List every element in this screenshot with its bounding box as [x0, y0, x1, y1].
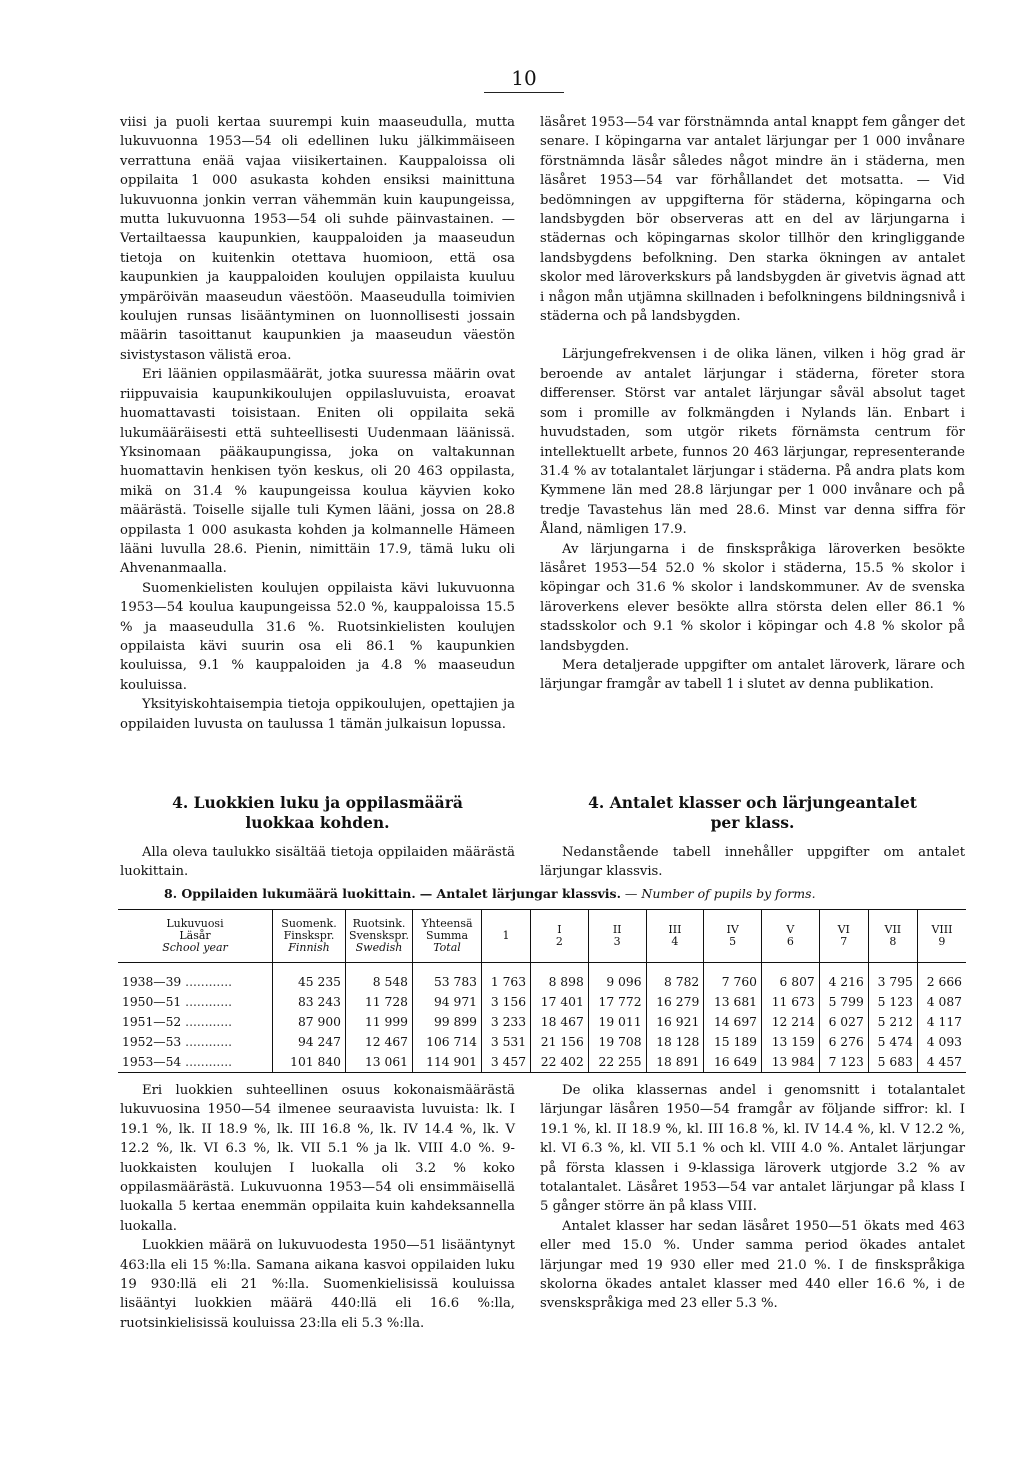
header-form-VI: VI 7 — [819, 910, 868, 963]
swedish-text-top — [540, 113, 965, 695]
table-cell: 13 984 — [762, 1052, 820, 1073]
section-intro-swedish: Nedanstående tabell innehåller uppgifter om antalet lärjungar klassvis. — [540, 845, 965, 880]
table-row — [118, 963, 966, 993]
table-cell: 17 772 — [588, 992, 646, 1012]
pupils-by-form-table — [118, 909, 966, 1073]
table-row — [118, 1012, 966, 1032]
table-cell: 14 697 — [704, 1012, 762, 1032]
table-cell: 17 401 — [531, 992, 589, 1012]
table-cell: 53 783 — [413, 963, 482, 993]
header-form-V: V 6 — [762, 910, 820, 963]
section-heading-finnish — [120, 793, 515, 833]
table-title-finnish: 8. Oppilaiden lukumäärä luokittain. — [164, 886, 416, 901]
table-cell: 16 921 — [646, 1012, 704, 1032]
table-cell: 106 714 — [413, 1032, 482, 1052]
table-cell: 5 123 — [868, 992, 917, 1012]
table-cell: 4 457 — [917, 1052, 966, 1073]
table-cell-year: 1951—52 ............ — [122, 1015, 233, 1029]
table-cell: 16 649 — [704, 1052, 762, 1073]
section-heading-line: per klass. — [710, 813, 795, 832]
table-cell: 6 807 — [762, 963, 820, 993]
paragraph: Suomenkielisten koulujen oppilaista kävi lukuvuonna 1953—54 koulua kaupungeissa 52.0 %, kauppaloissa 15.5 % ja maaseudulla 31.6 %. Ruotsinkielisten koulujen oppilaista kävi suurin osa eli 86.1 % kaupunkien kouluissa, 9.1 % kauppaloiden ja 4.8 % maaseudun kouluissa. — [120, 580, 515, 693]
paragraph: Av lärjungarna i de finskspråkiga läroverken besökte läsåret 1953—54 52.0 % skolor i städerna, 15.5 % skolor i köpingar och 31.6 % skolor i landskommuner. Av de svenska läroverkens elever besökte allra största delen eller 86.1 % stadsskolor och 9.1 % skolor i köpingar och 4.8 % skolor på landsbygden. — [540, 541, 965, 654]
table-cell: 114 901 — [413, 1052, 482, 1073]
section-heading-swedish — [540, 793, 965, 833]
table-cell-year: 1952—53 ............ — [122, 1035, 233, 1049]
table-cell: 12 467 — [346, 1032, 413, 1052]
table-cell: 8 782 — [646, 963, 704, 993]
table-cell: 18 128 — [646, 1032, 704, 1052]
paragraph: viisi ja puoli kertaa suurempi kuin maaseudulla, mutta lukuvuonna 1953—54 oli edellinen luku jälkimmäiseen verrattuna enää vajaa viisikertainen. Kauppaloissa oli oppilaita 1 000 asukasta kohden ensiksi mainittuna lukuvuonna jonkin verran vähemmän kuin kaupungeissa, mutta lukuvuonna 1953—54 oli suhde päinvastainen. — Vertailtaessa kaupunkien, kauppaloiden ja maaseudun tietoja on kuitenkin otettava huomioon, että osa kaupunkien ja kauppaloiden koulujen oppilaista kuuluu ympäröivän maaseudun väestöön. Maaseudulla toimivien koulujen runsas lisääntyminen on luonnollisesti jossain määrin tasoittanut kaupunkien ja maaseudun väestön sivistystason välistä eroa. — [120, 115, 515, 363]
table-cell: 5 474 — [868, 1032, 917, 1052]
paragraph: Eri läänien oppilasmäärät, jotka suuressa määrin ovat riippuvaisia kaupunkikoulujen oppilasluvuista, eroavat huomattavasti toisistaan. Eniten oli oppilaita sekä lukumääräisesti että suhteellisesti Uudenmaan läänissä. Yksinomaan pääkaupungissa, joka on valtakunnan huomattavin henkisen työn keskus, oli 20 463 oppilasta, mikä on 31.4 % kaupungeissa koulua käyvien koko määrästä. Toiselle sijalle tuli Kymen lääni, jossa on 28.8 oppilasta 1 000 asukasta kohden ja kolmannelle Hämeen lääni luvulla 28.6. Pienin, nimittäin 17.9, tämä luku oli Ahvenanmaalla. — [120, 367, 515, 577]
page-number: 10 — [511, 66, 537, 90]
table-cell: 22 255 — [588, 1052, 646, 1073]
paragraph: läsåret 1953—54 var förstnämnda antal knappt fem gånger det senare. I köpingarna var antalet lärjungar per 1 000 invånare förstnämnda läsår således något mindre än i städerna, men läsåret 1953—54 var förhållandet det motsatta. — Vid bedömningen av uppgifterna för städerna, köpingarna och landsbygden bör observeras att en del av lärjungarna i städernas och köpingarnas skolor tillhör den kringliggande landsbygdens befolkning. Den starka ökningen av antalet skolor med läroverkskurs på landsbygden är givetvis ägnad att i någon mån utjämna skillnaden i befolkningens bildningsnivå i städerna och på landsbygden. — [540, 115, 965, 325]
table-cell: 16 279 — [646, 992, 704, 1012]
table-cell: 13 061 — [346, 1052, 413, 1073]
table-cell: 13 681 — [704, 992, 762, 1012]
table-cell: 8 548 — [346, 963, 413, 993]
table-cell: 21 156 — [531, 1032, 589, 1052]
paragraph: Eri luokkien suhteellinen osuus kokonaismäärästä lukuvuosina 1950—54 ilmenee seuraavista luvuista: lk. I 19.1 %, lk. II 18.9 %, lk. III 16.8 %, lk. IV 14.4 %, lk. V 12.2 %, lk. VI 6.3 %, lk. VII 5.1 % ja lk. VIII 4.0 %. 9-luokkaisten koulujen I luokalla oli 3.2 % koko oppilasmäärästä. Lukuvuonna 1953—54 oli ensimmäisellä luokalla 5 kertaa enemmän oppilaita kuin kahdeksannella luokalla. — [120, 1083, 515, 1234]
table-row — [118, 1032, 966, 1052]
table-cell: 5 683 — [868, 1052, 917, 1073]
table-cell: 4 216 — [819, 963, 868, 993]
table-cell: 11 999 — [346, 1012, 413, 1032]
table-cell: 12 214 — [762, 1012, 820, 1032]
table-cell: 15 189 — [704, 1032, 762, 1052]
table-cell: 45 235 — [273, 963, 346, 993]
table-cell-year: 1953—54 ............ — [118, 1052, 273, 1073]
table-row — [118, 992, 966, 1012]
table-cell: 18 467 — [531, 1012, 589, 1032]
table-cell: 5 799 — [819, 992, 868, 1012]
section-heading-line: luokkaa kohden. — [245, 813, 390, 832]
table-cell: 3 156 — [482, 992, 531, 1012]
header-form-VII: VII 8 — [868, 910, 917, 963]
table-cell-year: 1938—39 ............ — [122, 975, 233, 989]
table-cell: 11 673 — [762, 992, 820, 1012]
table-cell: 11 728 — [346, 992, 413, 1012]
paragraph: Lärjungefrekvensen i de olika länen, vilken i hög grad är beroende av antalet lärjungar i städerna, företer stora differenser. Störst var antalet lärjungar såväl absolut taget som i promille av folkmängden i Nylands län. Enbart i huvudstaden, som utgör rikets förnämsta centrum för intellektuellt arbete, funnos 20 463 lärjungar, representerande 31.4 % av totalantalet lärjungar i städerna. På andra plats kom Kymmene län med 28.8 lärjungar per 1 000 invånare och på tredje Tavastehus län med 28.6. Minst var denna siffra för Åland, nämligen 17.9. — [540, 347, 965, 538]
finnish-text-top — [120, 113, 515, 734]
paragraph: De olika klassernas andel i genomsnitt i totalantalet lärjungar läsåren 1950—54 framgår av följande siffror: kl. I 19.1 %, kl. II 18.9 %, kl. III 16.8 %, kl. IV 14.4 %, kl. V 12.2 %, kl. VI 6.3 %, kl. VII 5.1 % och kl. VIII 4.0 %. Antalet lärjungar på första klassen i 9-klassiga läroverk utgjorde 3.2 % av totalantalet. Läsåret 1953—54 var antalet lärjungar på klass I 5 gånger större än på klass VIII. — [540, 1083, 965, 1215]
table-cell: 8 898 — [531, 963, 589, 993]
table-cell: 3 531 — [482, 1032, 531, 1052]
table-cell: 13 159 — [762, 1032, 820, 1052]
table-cell: 9 096 — [588, 963, 646, 993]
section-heading-line: 4. Luokkien luku ja oppilasmäärä — [172, 793, 463, 812]
table-cell: 1 763 — [482, 963, 531, 993]
table-cell: 94 247 — [273, 1032, 346, 1052]
paragraph: Yksityiskohtaisempia tietoja oppikoulujen, opettajien ja oppilaiden luvusta on taulussa 1 tämän julkaisun lopussa. — [120, 697, 515, 732]
table-row — [118, 1052, 966, 1073]
header-form-III: III 4 — [646, 910, 704, 963]
table-cell: 4 087 — [917, 992, 966, 1012]
page-number-rule — [484, 92, 564, 93]
table-cell: 101 840 — [273, 1052, 346, 1073]
table-cell: 2 666 — [917, 963, 966, 993]
table-cell: 22 402 — [531, 1052, 589, 1073]
table-cell: 6 027 — [819, 1012, 868, 1032]
paragraph: Luokkien määrä on lukuvuodesta 1950—51 lisääntynyt 463:lla eli 15 %:lla. Samana aikana kasvoi oppilaiden luku 19 930:llä eli 21 %:lla. Suomenkielisissä kouluissa lisääntyi luokkien määrä 440:llä eli 16.6 %:lla, ruotsinkielisissä kouluissa 23:lla eli 5.3 %:lla. — [120, 1238, 515, 1331]
table-cell: 7 760 — [704, 963, 762, 993]
table-cell: 99 899 — [413, 1012, 482, 1032]
section-intro-finnish: Alla oleva taulukko sisältää tietoja oppilaiden määrästä luokittain. — [120, 845, 515, 880]
table-cell: 83 243 — [273, 992, 346, 1012]
table-cell: 4 117 — [917, 1012, 966, 1032]
table-cell: 6 276 — [819, 1032, 868, 1052]
header-total: Yhteensä Summa Total — [413, 910, 482, 963]
swedish-text-bottom — [540, 1081, 965, 1314]
table-header-row — [118, 910, 966, 963]
paragraph: Antalet klasser har sedan läsåret 1950—51 ökats med 463 eller med 15.0 %. Under samma period ökades antalet lärjungar med 19 930 eller med 21.0 %. I de finskspråkiga skolorna ökades antalet klasser med 440 eller 16.6 %, i de svenskspråkiga med 23 eller 5.3 %. — [540, 1218, 965, 1312]
section-heading-line: 4. Antalet klasser och lärjungeantalet — [588, 793, 917, 812]
paragraph: Mera detaljerade uppgifter om antalet läroverk, lärare och lärjungar framgår av tabell 1 i slutet av denna publikation. — [540, 657, 965, 693]
table-title-swedish: — Antalet lärjungar klassvis. — [419, 886, 621, 901]
header-swedish: Ruotsink. Svenskspr. Swedish — [346, 910, 413, 963]
header-form-1: 1 — [482, 910, 531, 963]
header-form-VIII: VIII 9 — [917, 910, 966, 963]
table-title-english: — Number of pupils by forms. — [624, 886, 816, 901]
header-school-year: Lukuvuosi Läsår School year — [118, 910, 273, 963]
table-cell: 4 093 — [917, 1032, 966, 1052]
table-cell: 87 900 — [273, 1012, 346, 1032]
finnish-text-bottom — [120, 1081, 515, 1333]
table-cell: 7 123 — [819, 1052, 868, 1073]
header-form-I: I 2 — [531, 910, 589, 963]
table-cell: 3 457 — [482, 1052, 531, 1073]
table-cell: 3 795 — [868, 963, 917, 993]
table-cell-year: 1950—51 ............ — [122, 995, 233, 1009]
table-cell: 3 233 — [482, 1012, 531, 1032]
table-cell: 5 212 — [868, 1012, 917, 1032]
table-cell: 19 708 — [588, 1032, 646, 1052]
header-form-IV: IV 5 — [704, 910, 762, 963]
table-cell: 18 891 — [646, 1052, 704, 1073]
table-title — [164, 886, 964, 901]
table-cell: 19 011 — [588, 1012, 646, 1032]
header-finnish: Suomenk. Finskspr. Finnish — [273, 910, 346, 963]
header-form-II: II 3 — [588, 910, 646, 963]
table-cell: 94 971 — [413, 992, 482, 1012]
